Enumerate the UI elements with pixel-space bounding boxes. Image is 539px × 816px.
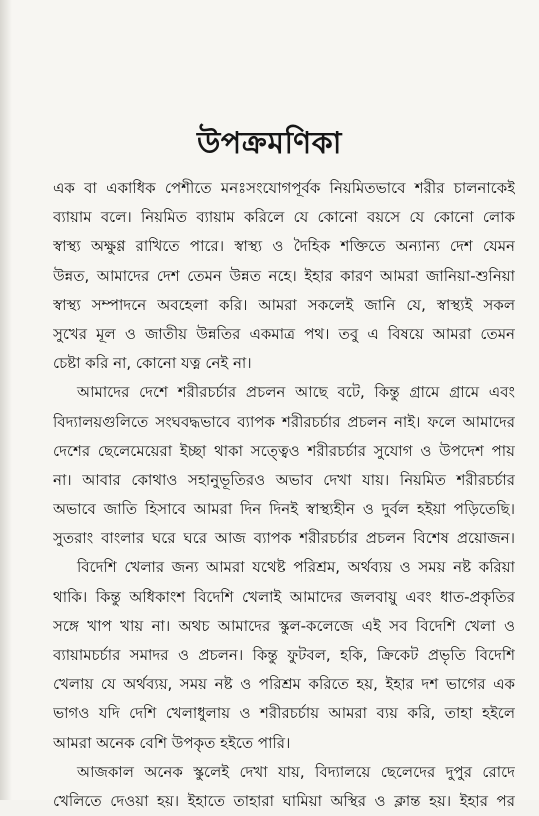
text-line: থাকি। কিন্তু অধিকাংশ বিদেশি খেলাই আমাদের জলবায়ু এবং ধাত-প্রকৃতির [53,587,515,606]
text-line: ব্যায়াম বলে। নিয়মিত ব্যায়াম করিলে যে কোনো বয়সে যে কোনো লোক [53,208,515,227]
body-text [53,174,515,816]
text-line: সুতরাং বাংলার ঘরে ঘরে আজ ব্যাপক শরীরচর্চার প্রচলন বিশেষ প্রয়োজন। [53,529,515,548]
text-line: দেশের ছেলেমেয়েরা ইচ্ছা থাকা সত্ত্বেও শরীরচর্চার সুযোগ ও উপদেশ পায় [53,441,515,460]
text-line: খেলিতে দেওয়া হয়। ইহাতে তাহারা ঘামিয়া অস্থির ও ক্লান্ত হয়। ইহার পর [53,791,515,810]
page-title: উপক্রমণিকা [197,126,342,161]
text-line: খেলায় যে অর্থব্যয়, সময় নষ্ট ও পরিশ্রম করিতে হয়, ইহার দশ ভাগের এক [53,675,515,694]
text-line: আমরা অনেক বেশি উপকৃত হইতে পারি। [53,733,291,752]
text-line: স্বাস্থ্য সম্পাদনে অবহেলা করি। আমরা সকলেই জানি যে, স্বাস্থ্যই সকল [53,295,515,314]
text-line: বিদ্যালয়গুলিতে সংঘবদ্ধভাবে ব্যাপক শরীরচর্চার প্রচলন নাই। ফলে আমাদের [53,412,515,431]
text-line: উন্নত, আমাদের দেশ তেমন উন্নত নহে। ইহার কারণ আমরা জানিয়া-শুনিয়া [53,266,515,285]
text-line: এক বা একাধিক পেশীতে মনঃসংযোগপূর্বক নিয়মিতভাবে শরীর চালনাকেই [53,179,515,197]
text-line: সঙ্গে খাপ খায় না। অথচ আমাদের স্কুল-কলেজে এই সব বিদেশি খেলা ও [53,616,515,635]
text-line: ব্যায়ামচর্চার সমাদর ও প্রচলন। কিন্তু ফুটবল, হকি, ক্রিকেট প্রভৃতি বিদেশি [53,646,515,664]
text-line: না। আবার কোথাও সহানুভূতিরও অভাব দেখা যায়। নিয়মিত শরীরচর্চার [53,470,515,489]
text-line: ভাগও যদি দেশি খেলাধুলায় ও শরীরচর্চায় আমরা ব্যয় করি, তাহা হইলে [53,704,515,723]
text-line: আজকাল অনেক স্কুলেই দেখা যায়, বিদ্যালয়ে ছেলেদের দুপুর রোদে [77,762,515,781]
text-line: স্বাস্থ্য অক্ষুণ্ণ রাখিতে পারে। স্বাস্থ্য ও দৈহিক শক্তিতে অন্যান্য দেশ যেমন [53,237,515,256]
text-line: সুখের মূল ও জাতীয় উন্নতির একমাত্র পথ। তবু এ বিষয়ে আমরা তেমন [53,324,515,343]
text-line: আমাদের দেশে শরীরচর্চার প্রচলন আছে বটে, কিন্তু গ্রামে গ্রামে এবং [77,383,515,402]
text-line: চেষ্টা করি না, কোনো যত্ন নেই না। [53,354,252,373]
text-line: বিদেশি খেলার জন্য আমরা যথেষ্ট পরিশ্রম, অর্থব্যয় ও সময় নষ্ট করিয়া [77,558,515,577]
text-line: অভাবে জাতি হিসাবে আমরা দিন দিনই স্বাস্থ্যহীন ও দুর্বল হইয়া পড়িতেছি। [53,500,515,519]
page-gutter-shadow [0,0,12,800]
